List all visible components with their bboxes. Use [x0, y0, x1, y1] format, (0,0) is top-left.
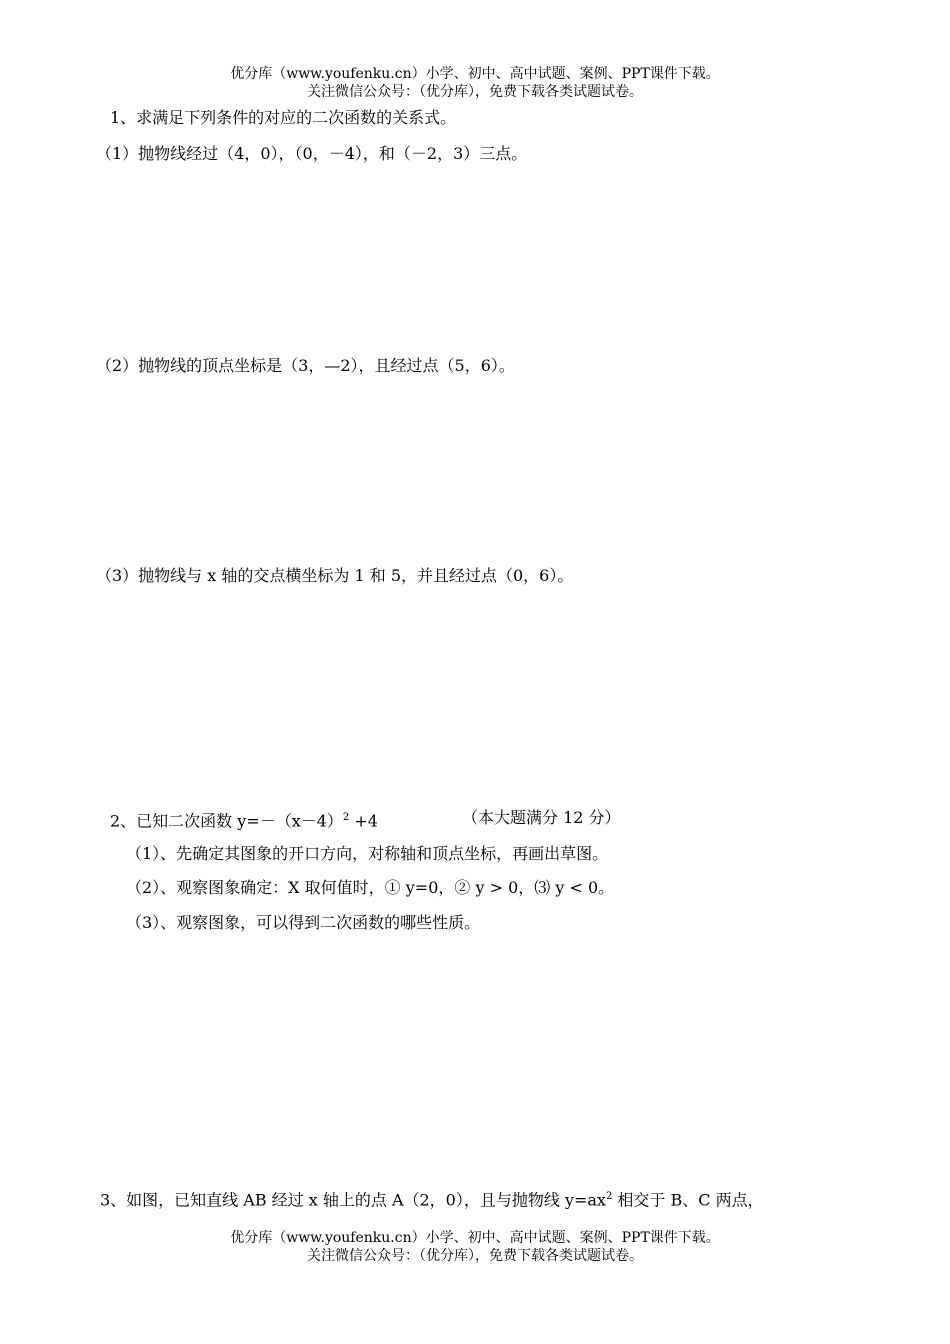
- question-2-formula-end: +4: [349, 811, 378, 831]
- footer-line-2: 关注微信公众号：（优分库），免费下载各类试题试卷。: [307, 1248, 643, 1264]
- question-1-part-3: （3）抛物线与 x 轴的交点横坐标为 1 和 5，并且经过点（0，6）。: [96, 566, 574, 585]
- question-2-sub-2: （2）、观察图象确定：X 取何值时，① y=0，② y > 0，⑶ y < 0。: [126, 878, 615, 897]
- question-2-sub-3: （3）、观察图象，可以得到二次函数的哪些性质。: [126, 913, 481, 932]
- question-3-text-start: 3、如图，已知直线 AB 经过 x 轴上的点 A（2，0），且与抛物线 y=ax: [100, 1190, 606, 1210]
- question-2-title: [110, 807, 378, 832]
- header-line-1: 优分库（www.youfenku.cn）小学、初中、高中试题、案例、PPT课件下载。: [230, 66, 720, 82]
- question-2-formula-start: 2、已知二次函数 y=－（x－4）: [110, 811, 343, 831]
- question-1-part-1: （1）抛物线经过（4，0），（0，－4），和（－2，3）三点。: [96, 144, 528, 163]
- question-2-sub-1: （1）、先确定其图象的开口方向，对称轴和顶点坐标，再画出草图。: [126, 844, 609, 863]
- question-2-score: （本大题满分 12 分）: [462, 808, 621, 827]
- question-3-text-end: 相交于 B、C 两点，: [612, 1190, 764, 1210]
- footer-line-1: 优分库（www.youfenku.cn）小学、初中、高中试题、案例、PPT课件下载。: [230, 1230, 720, 1246]
- question-1-part-2: （2）抛物线的顶点坐标是（3，—2），且经过点（5，6）。: [96, 356, 515, 375]
- question-1-title: 1、求满足下列条件的对应的二次函数的关系式。: [110, 108, 457, 127]
- question-3-text: [100, 1186, 764, 1211]
- header-line-2: 关注微信公众号：（优分库），免费下载各类试题试卷。: [307, 84, 643, 100]
- question-2-exponent: 2: [342, 812, 350, 823]
- question-3-exponent: 2: [605, 1191, 613, 1202]
